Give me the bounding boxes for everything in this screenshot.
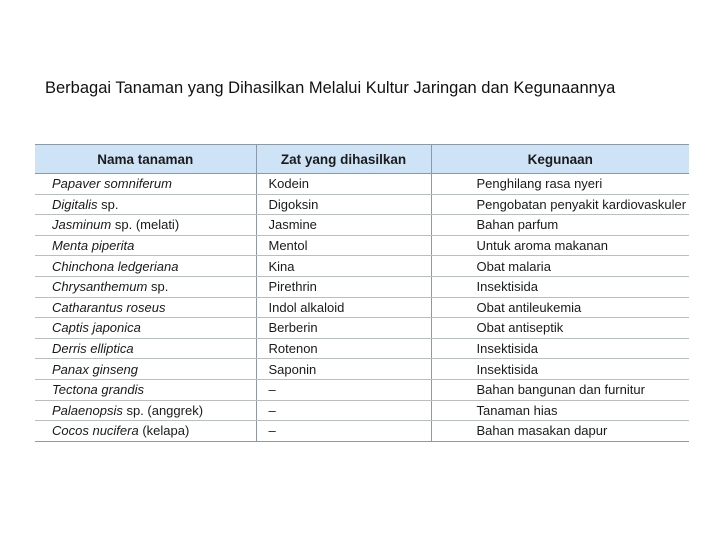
substance-cell: Mentol [256, 235, 431, 256]
substance-cell: Digoksin [256, 194, 431, 215]
name-suffix: sp. [147, 279, 169, 295]
scientific-name: Chinchona ledgeriana [52, 258, 179, 274]
plant-name-cell [35, 276, 256, 297]
plant-name-cell [35, 235, 256, 256]
plant-name-cell [35, 215, 256, 236]
plant-name-cell [35, 400, 256, 421]
table-row [35, 276, 689, 297]
use-cell: Obat antiseptik [431, 318, 689, 339]
table-row [35, 256, 689, 277]
table-header-row [35, 145, 689, 174]
use-cell: Insektisida [431, 359, 689, 380]
plant-name-cell [35, 338, 256, 359]
name-suffix: sp. [97, 196, 119, 212]
scientific-name: Digitalis [52, 196, 98, 212]
plant-name-cell [35, 379, 256, 400]
header-use: Kegunaan [431, 145, 689, 174]
scientific-name: Derris elliptica [52, 341, 134, 357]
plant-name-cell [35, 174, 256, 195]
substance-cell: – [256, 379, 431, 400]
scientific-name: Palaenopsis [52, 402, 123, 418]
use-cell: Untuk aroma makanan [431, 235, 689, 256]
table-row [35, 174, 689, 195]
substance-cell: – [256, 400, 431, 421]
scientific-name: Menta piperita [52, 238, 135, 254]
table-row [35, 359, 689, 380]
use-cell: Pengobatan penyakit kardiovaskuler [431, 194, 689, 215]
table-row [35, 297, 689, 318]
table-row [35, 421, 689, 442]
scientific-name: Catharantus roseus [52, 299, 166, 315]
use-cell: Tanaman hias [431, 400, 689, 421]
use-cell: Bahan bangunan dan furnitur [431, 379, 689, 400]
table-body [35, 174, 689, 442]
plant-name-cell [35, 359, 256, 380]
substance-cell: – [256, 421, 431, 442]
use-cell: Penghilang rasa nyeri [431, 174, 689, 195]
plant-name-cell [35, 297, 256, 318]
plant-table-container [35, 144, 689, 442]
scientific-name: Captis japonica [52, 320, 141, 336]
plant-name-cell [35, 256, 256, 277]
table-row [35, 194, 689, 215]
substance-cell: Kodein [256, 174, 431, 195]
plant-table [35, 144, 689, 442]
name-suffix: (kelapa) [138, 423, 190, 439]
scientific-name: Cocos nucifera [52, 423, 139, 439]
scientific-name: Papaver somniferum [52, 176, 172, 192]
use-cell: Insektisida [431, 338, 689, 359]
header-substance: Zat yang dihasilkan [256, 145, 431, 174]
substance-cell: Rotenon [256, 338, 431, 359]
table-row [35, 215, 689, 236]
table-row [35, 400, 689, 421]
scientific-name: Chrysanthemum [52, 279, 148, 295]
table-row [35, 338, 689, 359]
page-title: Berbagai Tanaman yang Dihasilkan Melalui Kultur Jaringan dan Kegunaannya [45, 79, 616, 97]
table-row [35, 318, 689, 339]
name-suffix: sp. (anggrek) [122, 402, 204, 418]
table-row [35, 379, 689, 400]
use-cell: Bahan parfum [431, 215, 689, 236]
use-cell: Insektisida [431, 276, 689, 297]
header-plant-name: Nama tanaman [35, 145, 256, 174]
scientific-name: Panax ginseng [52, 361, 139, 377]
plant-name-cell [35, 194, 256, 215]
use-cell: Obat malaria [431, 256, 689, 277]
substance-cell: Indol alkaloid [256, 297, 431, 318]
plant-name-cell [35, 318, 256, 339]
substance-cell: Pirethrin [256, 276, 431, 297]
substance-cell: Jasmine [256, 215, 431, 236]
substance-cell: Berberin [256, 318, 431, 339]
name-suffix: sp. (melati) [111, 217, 180, 233]
use-cell: Obat antileukemia [431, 297, 689, 318]
substance-cell: Saponin [256, 359, 431, 380]
scientific-name: Jasminum [52, 217, 112, 233]
substance-cell: Kina [256, 256, 431, 277]
plant-name-cell [35, 421, 256, 442]
scientific-name: Tectona grandis [52, 382, 145, 398]
use-cell: Bahan masakan dapur [431, 421, 689, 442]
table-row [35, 235, 689, 256]
